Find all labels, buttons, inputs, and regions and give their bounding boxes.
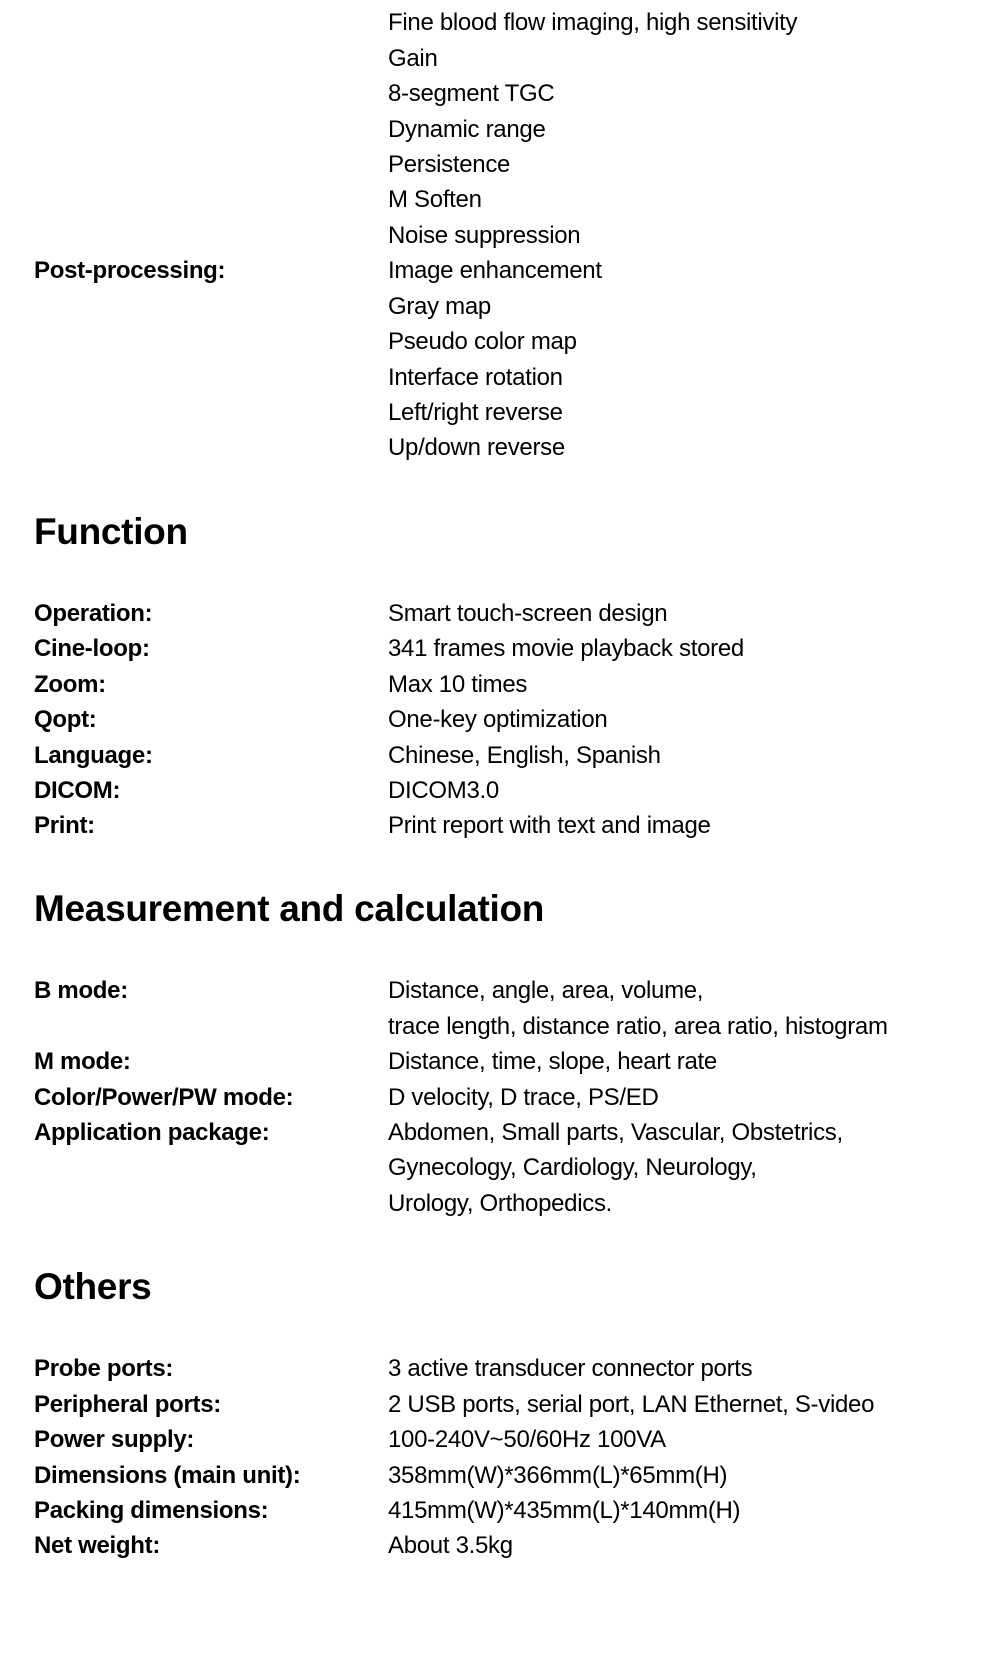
spec-value: Gynecology, Cardiology, Neurology, xyxy=(388,1154,757,1181)
spec-label: Zoom: xyxy=(34,671,106,698)
spec-value: M Soften xyxy=(388,186,482,213)
spec-value: Gain xyxy=(388,45,438,72)
spec-value: Distance, time, slope, heart rate xyxy=(388,1048,717,1075)
spec-label: Cine-loop: xyxy=(34,635,150,662)
spec-label: Language: xyxy=(34,742,153,769)
spec-value: Left/right reverse xyxy=(388,399,563,426)
spec-value: Up/down reverse xyxy=(388,434,565,461)
spec-label: Dimensions (main unit): xyxy=(34,1462,301,1489)
spec-value: Persistence xyxy=(388,151,511,178)
spec-value: Distance, angle, area, volume, xyxy=(388,977,704,1004)
spec-value: 8-segment TGC xyxy=(388,80,555,107)
section-heading-measurement: Measurement and calculation xyxy=(34,888,545,929)
spec-value: 2 USB ports, serial port, LAN Ethernet, S-video xyxy=(388,1391,875,1418)
spec-label: B mode: xyxy=(34,977,128,1004)
spec-label: M mode: xyxy=(34,1048,131,1075)
spec-label: Packing dimensions: xyxy=(34,1497,269,1524)
spec-value: Abdomen, Small parts, Vascular, Obstetrics, xyxy=(388,1119,843,1146)
spec-label: Qopt: xyxy=(34,706,97,733)
spec-value: 3 active transducer connector ports xyxy=(388,1355,753,1382)
spec-label: Probe ports: xyxy=(34,1355,174,1382)
spec-label: Color/Power/PW mode: xyxy=(34,1084,294,1111)
spec-value: Pseudo color map xyxy=(388,328,577,355)
spec-value: Image enhancement xyxy=(388,257,602,284)
spec-label: Net weight: xyxy=(34,1532,161,1559)
spec-value: Chinese, English, Spanish xyxy=(388,742,661,769)
spec-value: Smart touch-screen design xyxy=(388,600,668,627)
spec-value: Print report with text and image xyxy=(388,812,711,839)
spec-value: Urology, Orthopedics. xyxy=(388,1190,613,1217)
spec-value: 415mm(W)*435mm(L)*140mm(H) xyxy=(388,1497,741,1524)
spec-value: Interface rotation xyxy=(388,364,563,391)
spec-value: D velocity, D trace, PS/ED xyxy=(388,1084,659,1111)
post-processing-label: Post-processing: xyxy=(34,257,226,284)
spec-value: One-key optimization xyxy=(388,706,608,733)
section-heading-function: Function xyxy=(34,511,188,552)
spec-value: Fine blood flow imaging, high sensitivity xyxy=(388,9,798,36)
spec-label: Operation: xyxy=(34,600,153,627)
spec-label: Peripheral ports: xyxy=(34,1391,221,1418)
spec-value: About 3.5kg xyxy=(388,1532,513,1559)
spec-value: trace length, distance ratio, area ratio, histogram xyxy=(388,1013,888,1040)
spec-label: Print: xyxy=(34,812,95,839)
spec-value: 100-240V~50/60Hz 100VA xyxy=(388,1426,666,1453)
spec-value: 358mm(W)*366mm(L)*65mm(H) xyxy=(388,1462,728,1489)
spec-value: 341 frames movie playback stored xyxy=(388,635,744,662)
spec-value: Gray map xyxy=(388,293,491,320)
spec-label: Application package: xyxy=(34,1119,270,1146)
spec-value: Dynamic range xyxy=(388,116,546,143)
spec-value: Noise suppression xyxy=(388,222,581,249)
spec-label: DICOM: xyxy=(34,777,121,804)
spec-value: Max 10 times xyxy=(388,671,528,698)
spec-value: DICOM3.0 xyxy=(388,777,499,804)
spec-label: Power supply: xyxy=(34,1426,195,1453)
section-heading-others: Others xyxy=(34,1266,152,1307)
